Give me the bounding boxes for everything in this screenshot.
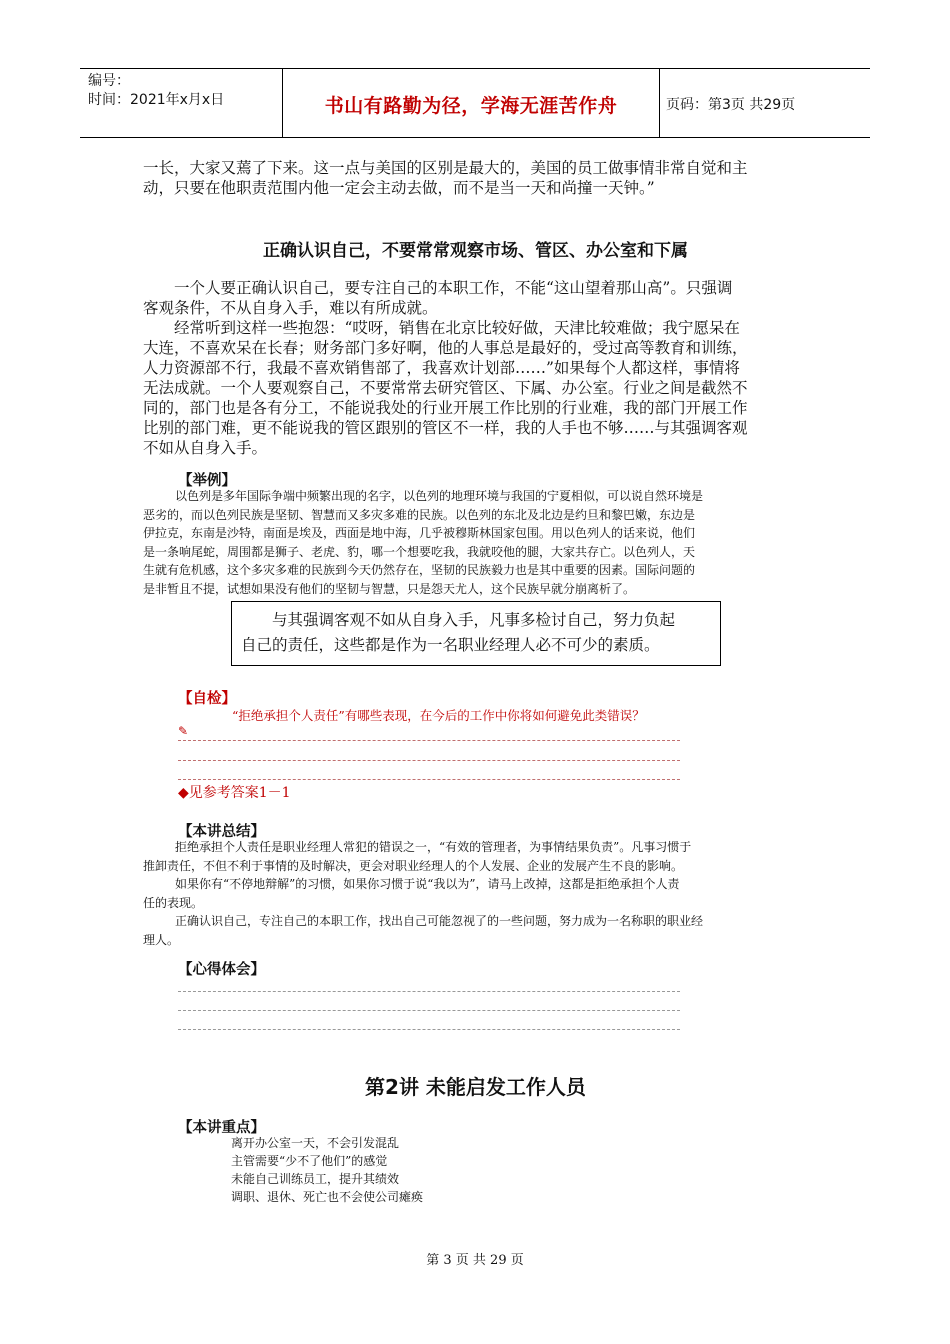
doc-time-label: 时间：2021年x月x日 [88,92,225,108]
paragraph-line: 比别的部门难，更不能说我的管区跟别的管区不一样，我的人手也不够……与其强调客观 [143,419,748,437]
summary-line: 拒绝承担个人责任是职业经理人常犯的错误之一，“有效的管理者，为事情结果负责”。凡事习惯于 [175,840,692,854]
answer-line[interactable] [178,740,680,741]
paragraph-line: 不如从自身入手。 [143,439,268,457]
paragraph-line: 无法成就。一个人要观察自己，不要常常去研究管区、下属、办公室。行业之间是截然不 [143,379,748,397]
paragraph-line: 人力资源部不行，我最不喜欢销售部了，我喜欢计划部……”如果每个人都这样，事情将 [143,359,740,377]
answer-reference: ◆见参考答案1－1 [178,785,291,801]
header-left-cell [80,69,283,137]
reflection-label: 【心得体会】 [178,962,265,978]
summary-line: 任的表现。 [143,895,204,910]
paragraph-line: 同的，部门也是各有分工，不能说我处的行业开展工作比别的行业难，我的部门开展工作 [143,399,748,417]
page-header [80,68,870,138]
summary-line: 正确认识自己，专注自己的本职工作，找出自己可能忽视了的一些问题，努力成为一名称职的职业经 [175,914,704,928]
intro-paragraph [143,158,808,198]
reflection-line[interactable] [178,991,680,992]
intro-line: 动，只要在他职责范围内他一定会主动去做，而不是当一天和尚撞一天钟。” [143,179,655,197]
paragraph-line: 经常听到这样一些抱怨：“哎呀，销售在北京比较好做，天津比较难做；我宁愿呆在 [174,319,740,337]
key-note-box [231,601,721,666]
section-title: 正确认识自己，不要常常观察市场、管区、办公室和下属 [263,241,688,261]
key-point: 调职、退休、死亡也不会使公司瘫痪 [231,1190,424,1204]
answer-line[interactable] [178,760,680,761]
self-check-question: “拒绝承担个人责任”有哪些表现，在今后的工作中你将如何避免此类错误？ [232,708,645,723]
page-footer: 第 3 页 共 29 页 [426,1253,524,1268]
intro-line: 一长，大家又蔫了下来。这一点与美国的区别是最大的，美国的员工做事情非常自觉和主 [143,159,748,177]
example-line: 恶劣的，而以色列民族是坚韧、智慧而又多灾多难的民族。以色列的东北及北边是约旦和黎巴嫩，东边是 [143,507,696,522]
example-line: 以色列是多年国际争端中频繁出现的名字，以色列的地理环境与我国的宁夏相似，可以说自然环境是 [175,489,704,503]
doc-number-label: 编号： [88,73,130,89]
paragraph-2 [143,318,808,458]
answer-line[interactable] [178,779,680,780]
key-note-line: 自己的责任，这些都是作为一名职业经理人必不可少的素质。 [241,636,660,654]
example-paragraph [143,487,808,598]
summary-line: 推卸责任，不但不利于事情的及时解决，更会对职业经理人的个人发展、企业的发展产生不良的影响。 [143,858,684,873]
key-point: 离开办公室一天，不会引发混乱 [231,1136,400,1150]
header-right-cell [660,69,870,137]
paragraph-line: 客观条件，不从自身入手，难以有所成就。 [143,299,438,317]
summary-label: 【本讲总结】 [178,824,265,840]
example-line: 伊拉克，东南是沙特，南面是埃及，西面是地中海，几乎被穆斯林国家包围。用以色列人的话来说，他们 [143,526,696,540]
self-check-label: 【自检】 [178,691,236,707]
reflection-line[interactable] [178,1029,680,1030]
example-line: 生就有危机感，这个多灾多难的民族到今天仍然存在，坚韧的民族毅力也是其中重要的因素。国际问题的 [143,563,696,577]
reflection-line[interactable] [178,1010,680,1011]
key-point: 未能自己训练员工，提升其绩效 [231,1172,400,1186]
paragraph-line: 一个人要正确认识自己，要专注自己的本职工作，不能“这山望着那山高”。只强调 [174,279,733,297]
paragraph-line: 大连，不喜欢呆在长春；财务部门多好啊，他的人事总是最好的，受过高等教育和训练， [143,339,748,357]
example-label: 【举例】 [178,473,236,489]
summary-line: 理人。 [143,932,180,947]
lecture-title: 第2讲 未能启发工作人员 [365,1075,586,1099]
summary-line: 如果你有“不停地辩解”的习惯，如果你习惯于说“我以为”，请马上改掉，这都是拒绝承担个人责 [175,877,680,891]
header-middle-cell [283,69,660,137]
example-line: 是一条响尾蛇，周围都是狮子、老虎、豹，哪一个想要吃我，我就咬他的腿，大家共存亡。以色列人，天 [143,544,696,559]
key-note-line: 与其强调客观不如从自身入手，凡事多检讨自己，努力负起 [272,611,676,629]
example-line: 是非暂且不提，试想如果没有他们的坚韧与智慧，只是怨天尤人，这个民族早就分崩离析了。 [143,581,636,596]
header-motto: 书山有路勤为径，学海无涯苦作舟 [324,95,618,117]
pencil-icon: ✎ [178,724,189,738]
key-points-label: 【本讲重点】 [178,1120,265,1136]
header-page-info: 页码：第3页 共29页 [666,97,796,113]
key-note-text [241,608,713,658]
key-point: 主管需要“少不了他们”的感觉 [231,1154,388,1168]
paragraph-1 [143,278,808,318]
summary-paragraph [143,838,808,949]
